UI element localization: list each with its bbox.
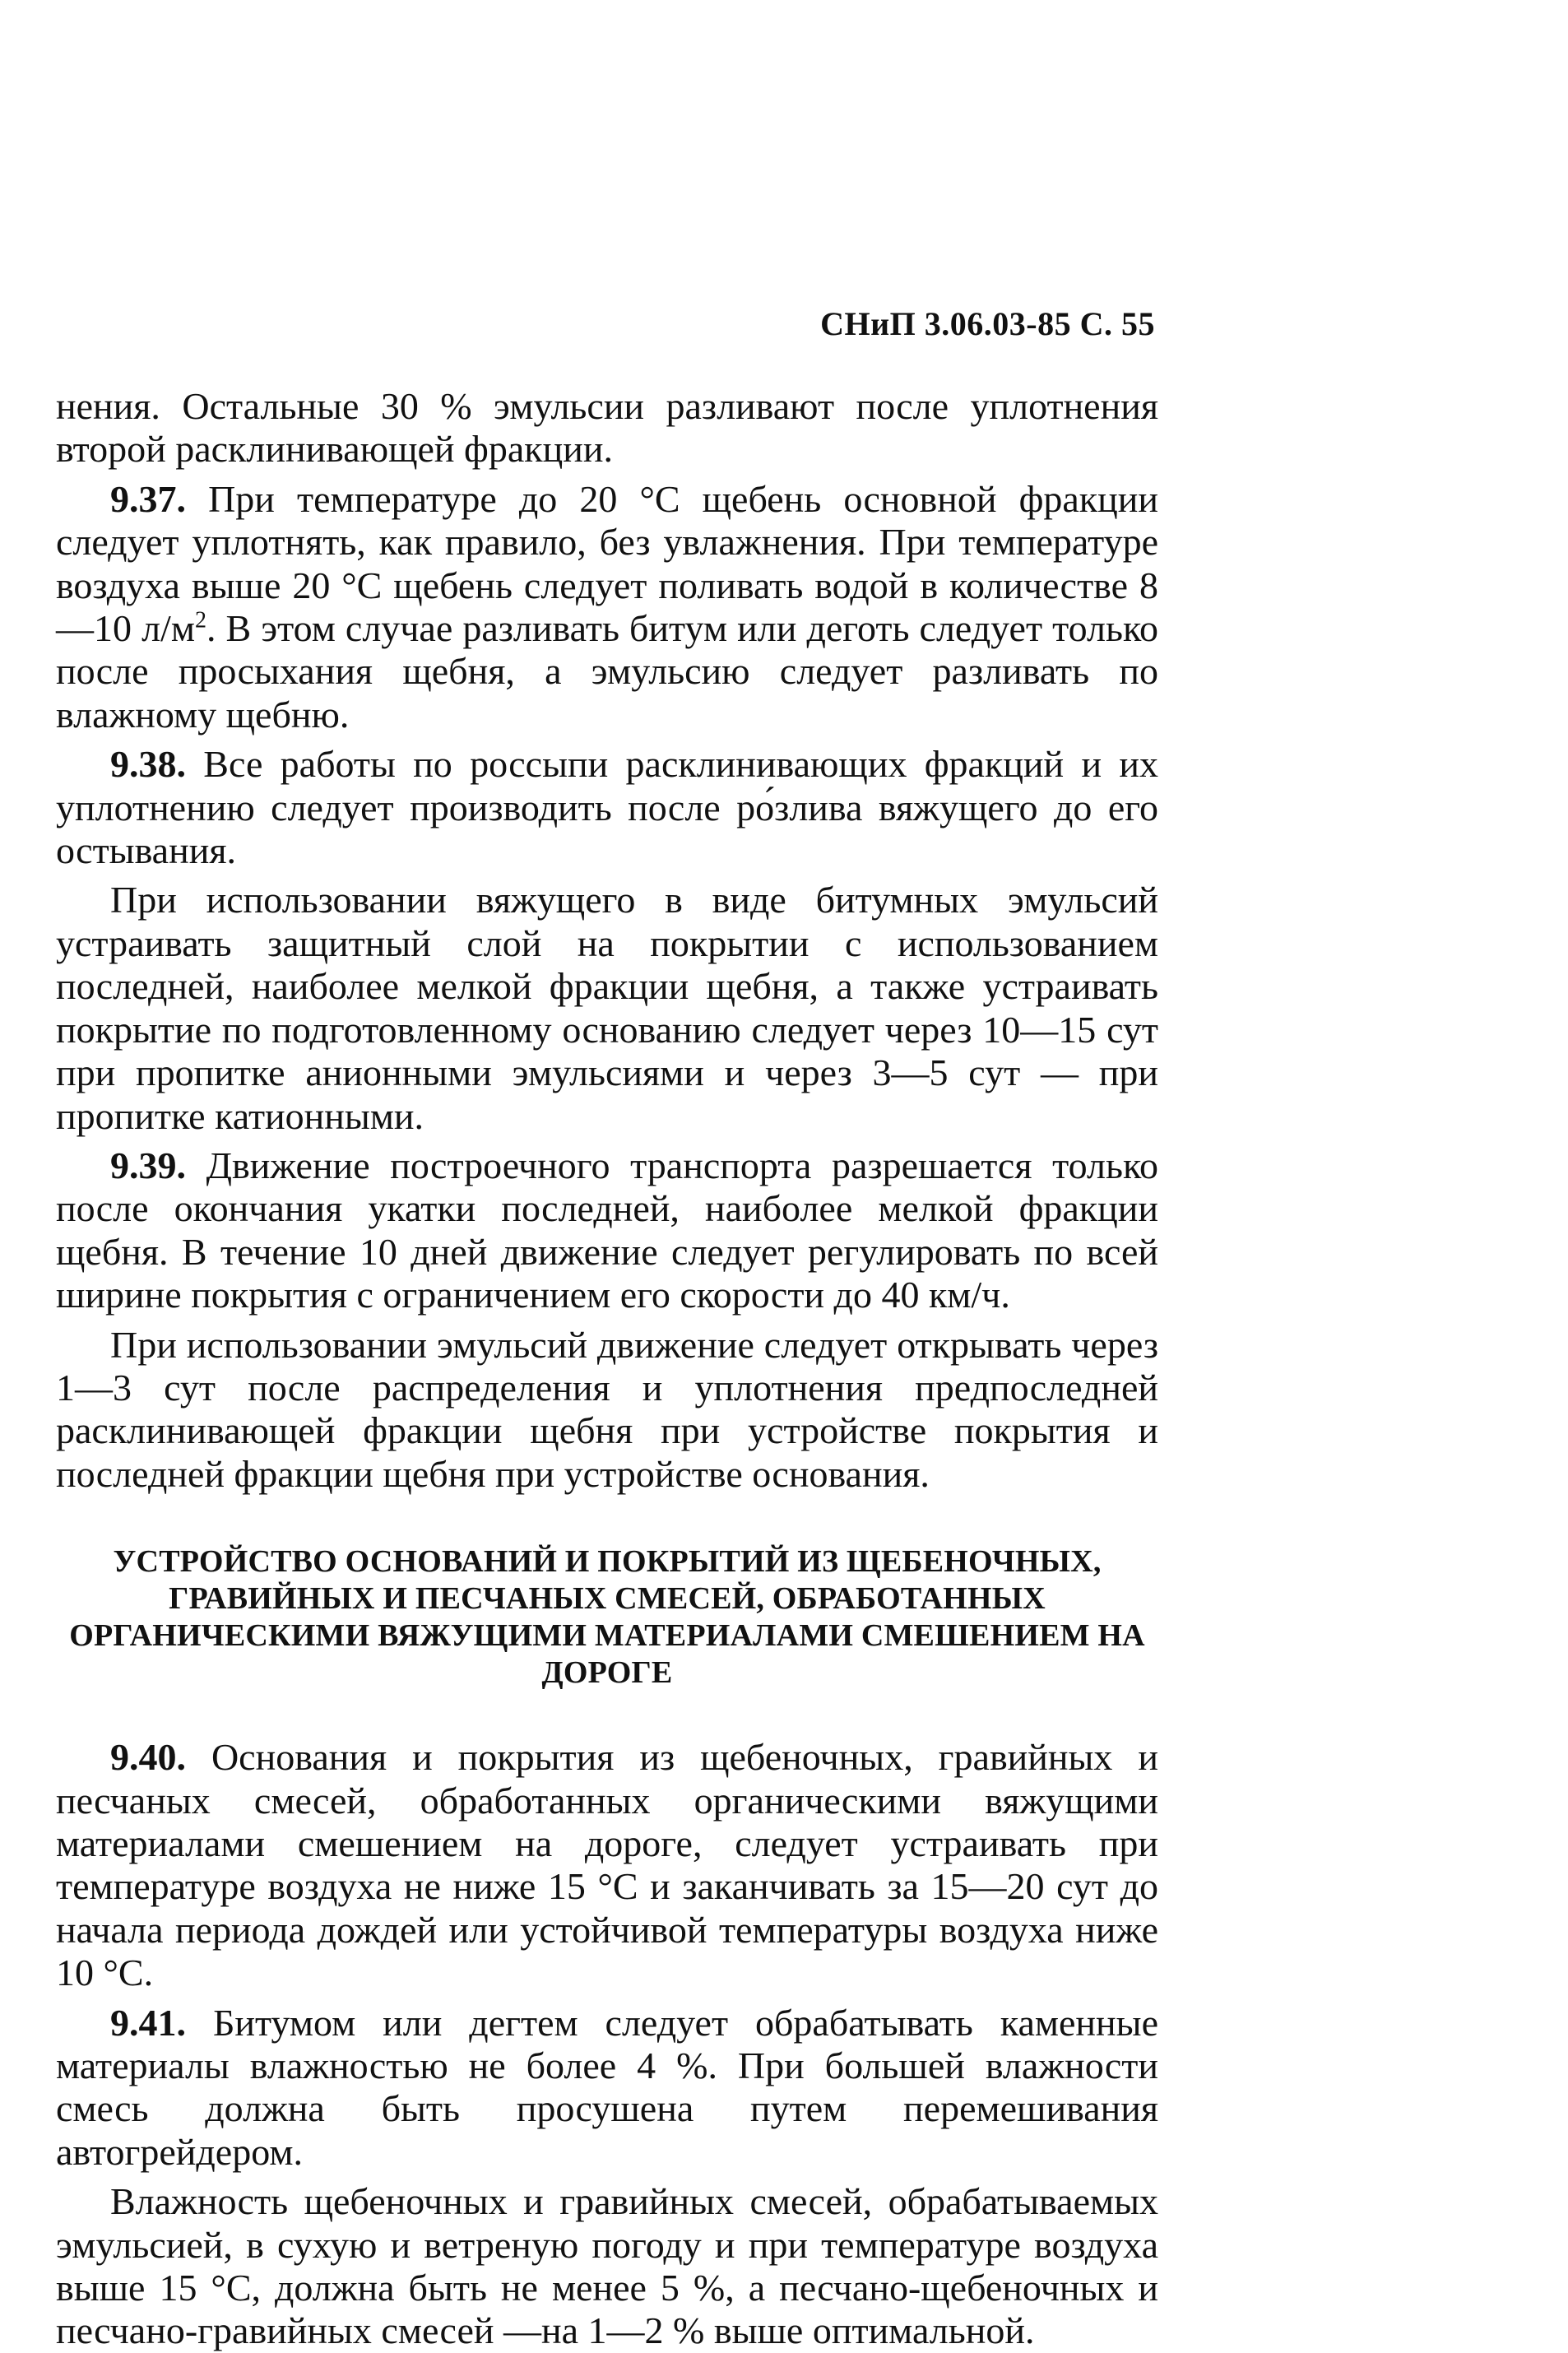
superscript: 2	[194, 607, 206, 634]
body-text	[56, 385, 1158, 2353]
paragraph-9-39	[56, 1144, 1158, 1317]
paragraph-text: нения. Остальные 30 % эмульсии разливают после уплотнения второй расклинивающей фракции.	[56, 385, 1158, 471]
section-heading-line: УСТРОЙСТВО ОСНОВАНИЙ И ПОКРЫТИЙ ИЗ ЩЕБЕНОЧНЫХ,	[113, 1544, 1102, 1580]
paragraph-moisture-note	[56, 2180, 1158, 2353]
paragraph-text: . В этом случае разливать битум или деготь следует только после просыхания щебня, а эмульсию следует разливать по влажному щебню.	[56, 607, 1158, 736]
clause-number: 9.40.	[110, 1736, 186, 1779]
paragraph-text: Движение построечного транспорта разрешается только после окончания укатки последней, наиболее мелкой фракции щебня. В течение 10 дней движение следует регулировать по всей ширине покрытия с ограничением его скорости до 40 км/ч.	[56, 1144, 1158, 1316]
paragraph-9-38	[56, 743, 1158, 872]
paragraph-text: Основания и покрытия из щебеночных, гравийных и песчаных смесей, обработанных органическими вяжущими материалами смешением на дороге, следует устраивать при температуре воздуха не ниже 15 °С и заканчивать за 15—20 сут до начала периода дождей или устойчивой температуры воздуха ниже 10 °С.	[56, 1736, 1158, 1994]
paragraph-text: Битумом или дегтем следует обрабатывать каменные материалы влажностью не более 4 %. При большей влажности смесь должна быть просушена путем перемешивания автогрейдером.	[56, 2001, 1158, 2173]
paragraph-9-40	[56, 1736, 1158, 1994]
paragraph-9-37	[56, 478, 1158, 736]
paragraph-text: Все работы по россыпи расклинивающих фракций и их уплотнению следует производить после ро́злива вяжущего до его остывания.	[56, 743, 1158, 872]
running-header: СНиП 3.06.03-85 С. 55	[820, 305, 1155, 342]
paragraph-text: При использовании вяжущего в виде битумных эмульсий устраивать защитный слой на покрытии с использованием последней, наиболее мелкой фракции щебня, а также устраивать покрытие по подготовленному основанию следует через 10—15 сут при пропитке анионными эмульсиями и через 3—5 сут — при пропитке катионными.	[56, 879, 1158, 1137]
section-heading-line: ОРГАНИЧЕСКИМИ ВЯЖУЩИМИ МАТЕРИАЛАМИ СМЕШЕНИЕМ НА ДОРОГЕ	[69, 1618, 1145, 1691]
paragraph-text: Влажность щебеночных и гравийных смесей, обрабатываемых эмульсией, в сухую и ветреную погоду и при температуре воздуха выше 15 °С, должна быть не менее 5 %, а песчано-щебеночных и песчано-гравийных смесей —на 1—2 % выше оптимальной.	[56, 2180, 1158, 2352]
paragraph-traffic-note	[56, 1324, 1158, 1497]
paragraph-emulsion-note	[56, 879, 1158, 1137]
paragraph-text: При использовании эмульсий движение следует открывать через 1—3 сут после распределения и уплотнения предпоследней расклинивающей фракции щебня при устройстве покрытия и последней фракции щебня при устройстве основания.	[56, 1323, 1158, 1495]
clause-number: 9.38.	[110, 743, 186, 786]
paragraph-text: При температуре до 20 °С щебень основной фракции следует уплотнять, как правило, без увлажнения. При температуре воздуха выше 20 °С щебень следует поливать водой в количестве 8—10 л/м	[56, 477, 1158, 650]
paragraph-continuation	[56, 385, 1158, 471]
paragraph-9-41	[56, 2002, 1158, 2174]
section-heading	[56, 1543, 1158, 1692]
clause-number: 9.41.	[110, 2001, 186, 2044]
section-heading-line: ГРАВИЙНЫХ И ПЕСЧАНЫХ СМЕСЕЙ, ОБРАБОТАННЫХ	[169, 1581, 1046, 1617]
clause-number: 9.37.	[110, 477, 186, 520]
clause-number: 9.39.	[110, 1144, 186, 1186]
